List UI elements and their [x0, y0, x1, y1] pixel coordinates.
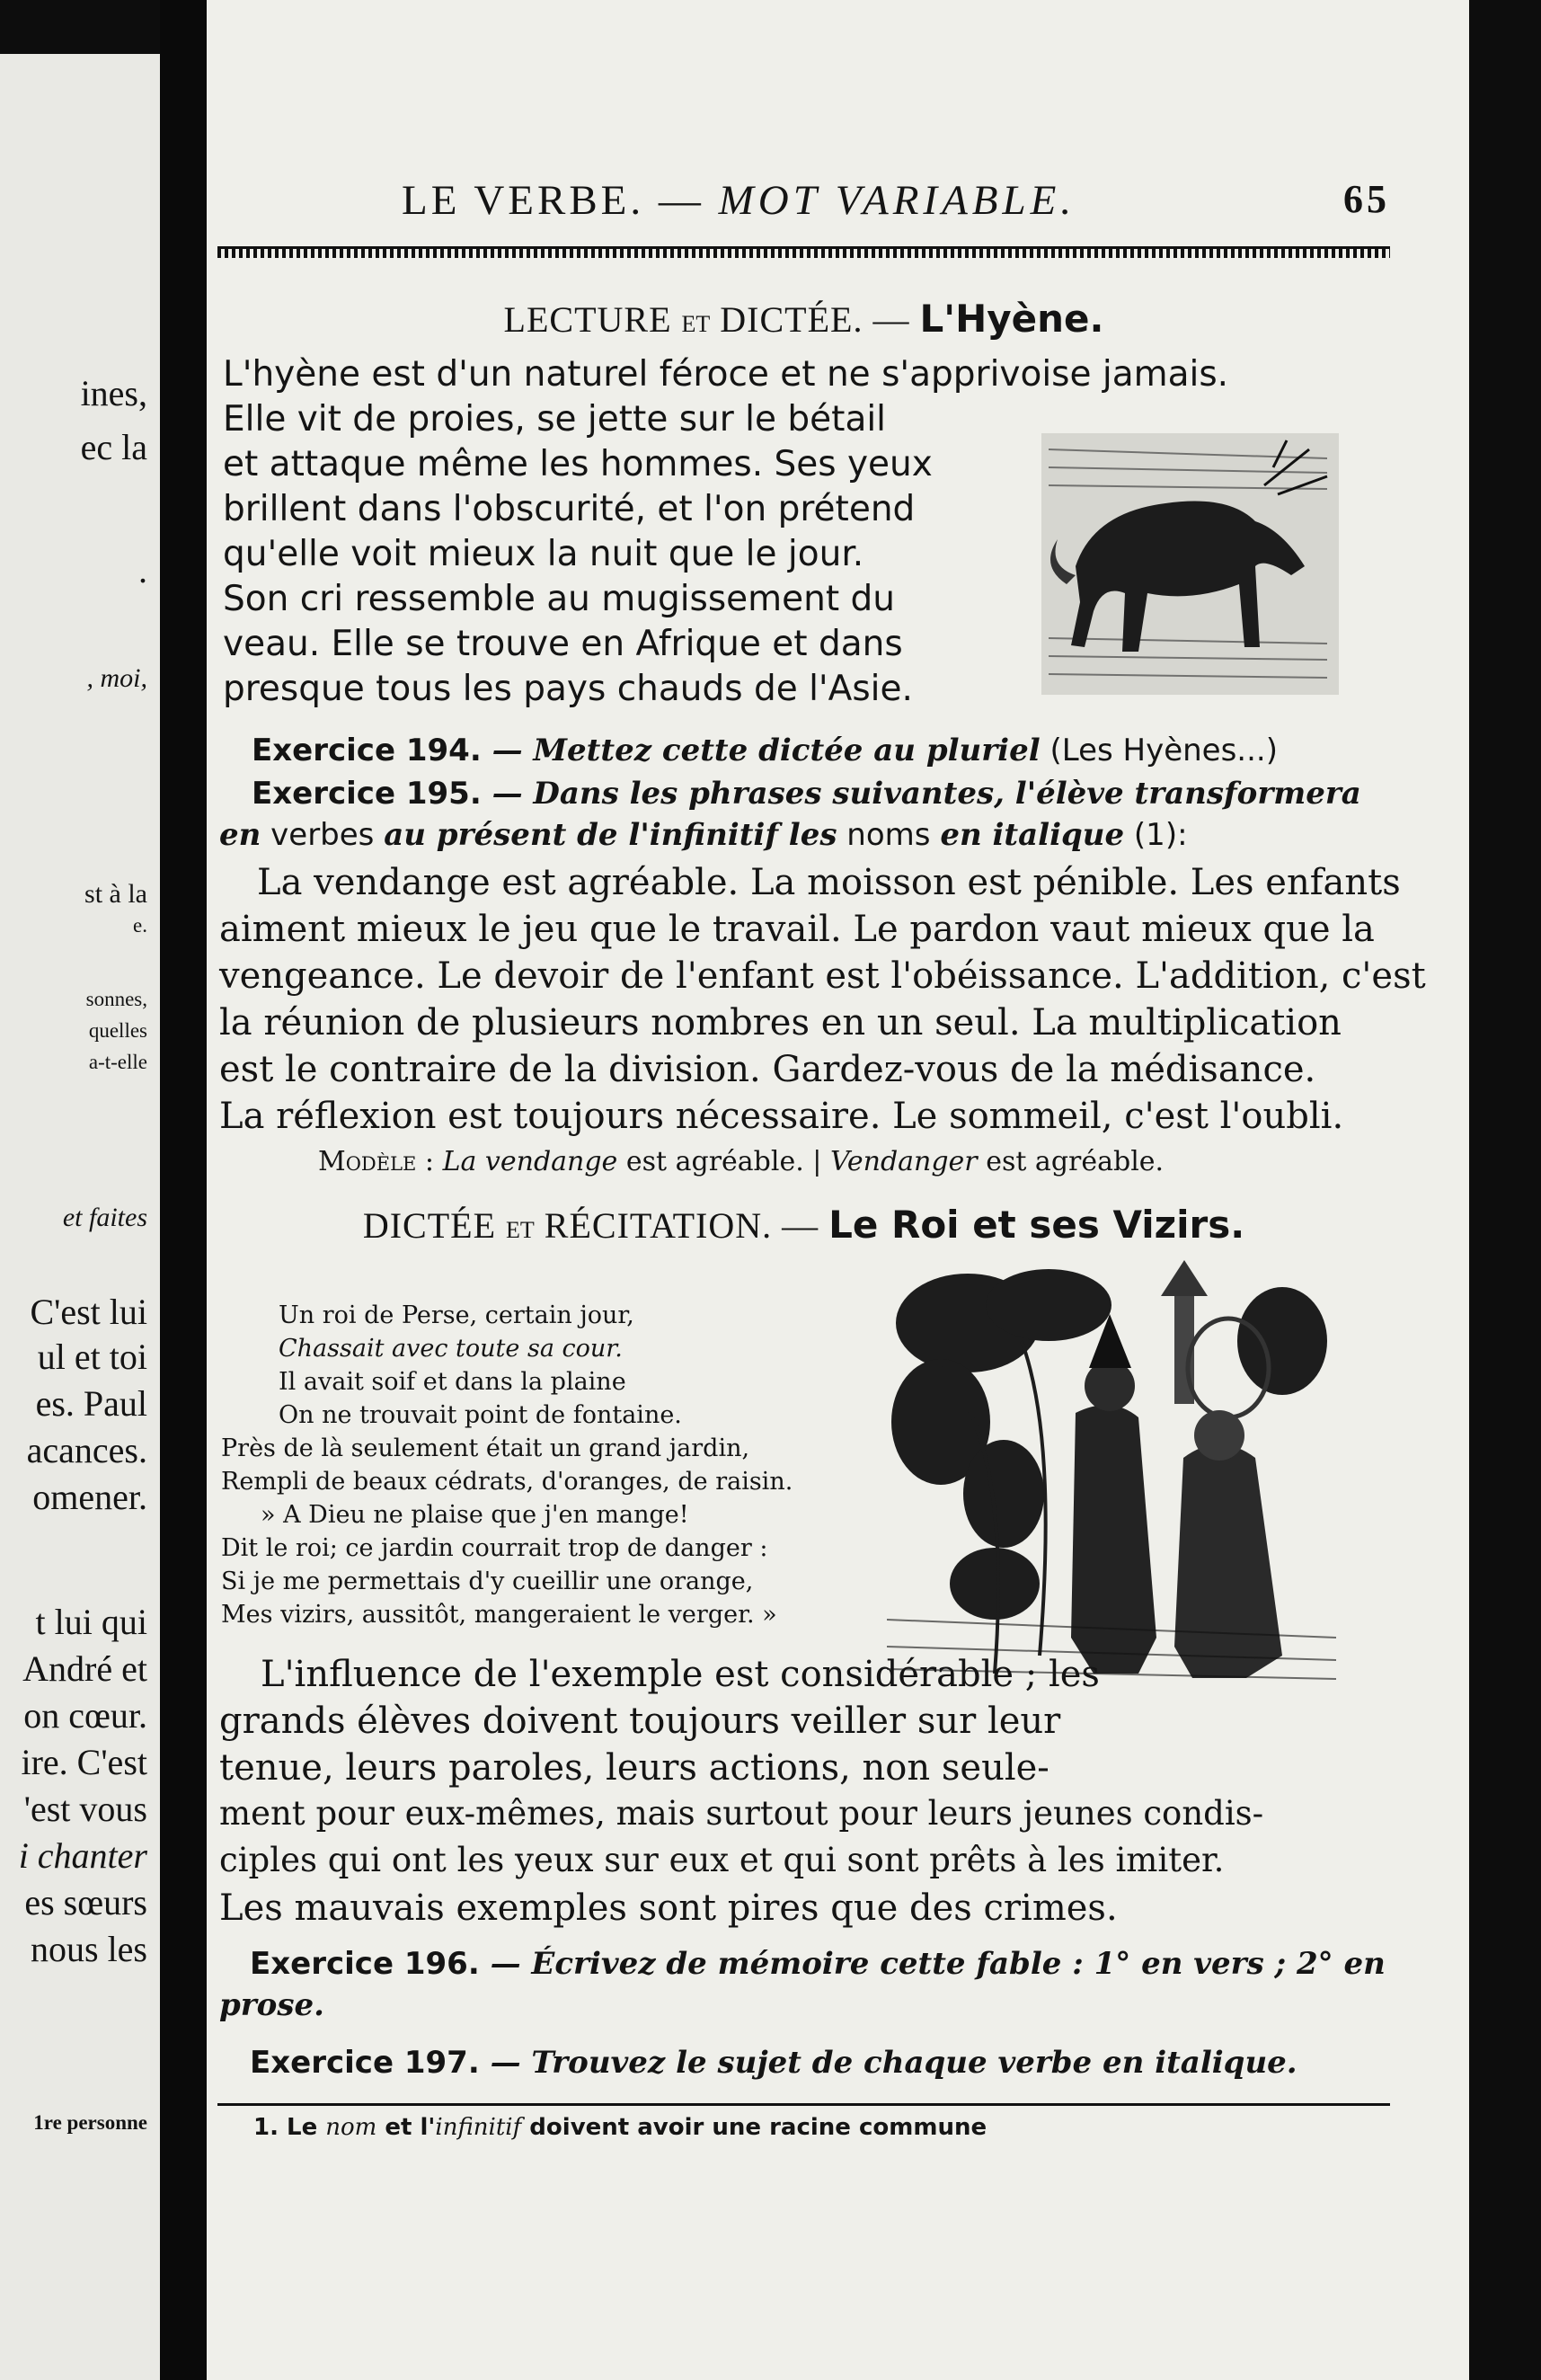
model-line: Modèle : La vendange est agréable. | Vendanger est agréable.	[318, 1146, 1165, 1177]
poem-line: Mes vizirs, aussitôt, mangeraient le verger. »	[221, 1601, 777, 1629]
footnote-rule	[217, 2103, 1390, 2106]
influence-line: ciples qui ont les yeux sur eux et qui sont prêts à les imiter.	[219, 1841, 1225, 1879]
exercise-197: Exercice 197. — Trouvez le sujet de chaque verbe en italique.	[250, 2045, 1297, 2081]
phrase-line: La vendange est agréable. La moisson est pénible. Les enfants	[257, 862, 1401, 903]
exercise-196-line2: prose.	[219, 1987, 324, 2023]
left-fragment: es. Paul	[35, 1383, 147, 1424]
exercise-196: Exercice 196. — Écrivez de mémoire cette fable : 1° en vers ; 2° en	[250, 1946, 1386, 1982]
left-fragment: ul et toi	[37, 1337, 147, 1377]
left-fragment: 'est vous	[23, 1789, 147, 1829]
dictee-heading: DICTÉE ET RÉCITATION. — Le Roi et ses Vizirs.	[362, 1203, 1245, 1247]
running-title: LE VERBE. — MOT VARIABLE.	[402, 177, 1076, 224]
left-fragment: .	[138, 550, 147, 591]
phrase-line: La réflexion est toujours nécessaire. Le sommeil, c'est l'oubli.	[219, 1096, 1344, 1137]
poem-line: Chassait avec toute sa cour.	[279, 1335, 623, 1363]
left-fragment: ec la	[80, 427, 147, 467]
phrase-line: vengeance. Le devoir de l'enfant est l'obéissance. L'addition, c'est	[219, 955, 1426, 997]
footnote: 1. Le nom et l'infinitif doivent avoir une racine commune	[253, 2114, 987, 2141]
influence-line: grands élèves doivent toujours veiller sur leur	[219, 1701, 1061, 1742]
left-fragment: omener.	[32, 1477, 147, 1517]
left-fragment: ines,	[80, 373, 147, 413]
lecture-line: L'hyène est d'un naturel féroce et ne s'apprivoise jamais.	[223, 354, 1229, 395]
poem-line: Près de là seulement était un grand jardin,	[221, 1434, 750, 1462]
left-fragment: André et	[22, 1648, 147, 1689]
lecture-line: Elle vit de proies, se jette sur le bétail	[223, 399, 887, 440]
running-head	[217, 176, 1390, 230]
influence-line: ment pour eux-mêmes, mais surtout pour leurs jeunes condis-	[219, 1794, 1264, 1833]
poem-line: Rempli de beaux cédrats, d'oranges, de raisin.	[221, 1468, 793, 1496]
left-fragment: i chanter	[18, 1835, 147, 1876]
lecture-line: presque tous les pays chauds de l'Asie.	[223, 669, 913, 709]
exercise-195-line2: en verbes au présent de l'infinitif les noms en italique (1):	[219, 817, 1188, 853]
poem-line: On ne trouvait point de fontaine.	[279, 1401, 682, 1429]
header-rule	[217, 246, 1390, 258]
left-fragment: es sœurs	[24, 1882, 147, 1923]
lecture-line: brillent dans l'obscurité, et l'on prétend	[223, 489, 916, 529]
left-fragment: e.	[133, 914, 147, 937]
lecture-line: Son cri ressemble au mugissement du	[223, 579, 896, 619]
phrase-line: aiment mieux le jeu que le travail. Le pardon vaut mieux que la	[219, 909, 1375, 950]
left-fragment: 1re personne	[33, 2111, 147, 2134]
left-fragment: st à la	[84, 879, 147, 909]
king-illustration	[887, 1260, 1336, 1683]
left-fragment: a-t-elle	[88, 1051, 147, 1073]
poem-line: Dit le roi; ce jardin courrait trop de danger :	[221, 1534, 768, 1562]
poem-line: Il avait soif et dans la plaine	[279, 1368, 626, 1396]
left-fragment: quelles	[88, 1019, 147, 1042]
influence-line: tenue, leurs paroles, leurs actions, non seule-	[219, 1747, 1049, 1789]
poem-line: Un roi de Perse, certain jour,	[279, 1301, 634, 1329]
left-fragment: , moi,	[86, 663, 147, 693]
influence-line: L'influence de l'exemple est considérable ; les	[261, 1654, 1100, 1695]
left-fragment: acances.	[26, 1430, 147, 1470]
poem-line: Si je me permettais d'y cueillir une orange,	[221, 1567, 754, 1595]
left-page-edge	[0, 54, 160, 2380]
page-number: 65	[1343, 177, 1390, 221]
lecture-line: veau. Elle se trouve en Afrique et dans	[223, 624, 903, 664]
book-gutter	[160, 0, 207, 2380]
influence-line: Les mauvais exemples sont pires que des crimes.	[219, 1887, 1118, 1929]
phrase-line: la réunion de plusieurs nombres en un seul. La multiplication	[219, 1002, 1342, 1043]
lecture-heading: LECTURE ET DICTÉE. — L'Hyène.	[503, 297, 1104, 341]
lecture-line: et attaque même les hommes. Ses yeux	[223, 444, 933, 484]
hyena-illustration	[1040, 431, 1341, 697]
left-fragment: sonnes,	[85, 988, 147, 1010]
left-fragment: on cœur.	[23, 1695, 147, 1736]
left-fragment: ire. C'est	[21, 1742, 147, 1782]
left-fragment: nous les	[31, 1929, 147, 1969]
left-fragment: C'est lui	[30, 1292, 147, 1332]
left-fragment: et faites	[62, 1203, 147, 1232]
exercise-195: Exercice 195. — Dans les phrases suivantes, l'élève transformera	[252, 776, 1361, 812]
right-page	[207, 0, 1469, 2380]
left-fragment: t lui qui	[35, 1602, 147, 1642]
phrase-line: est le contraire de la division. Gardez-vous de la médisance.	[219, 1049, 1316, 1090]
lecture-line: qu'elle voit mieux la nuit que le jour.	[223, 534, 864, 574]
poem-line: » A Dieu ne plaise que j'en mange!	[261, 1501, 689, 1529]
exercise-194: Exercice 194. — Mettez cette dictée au pluriel (Les Hyènes...)	[252, 733, 1278, 768]
